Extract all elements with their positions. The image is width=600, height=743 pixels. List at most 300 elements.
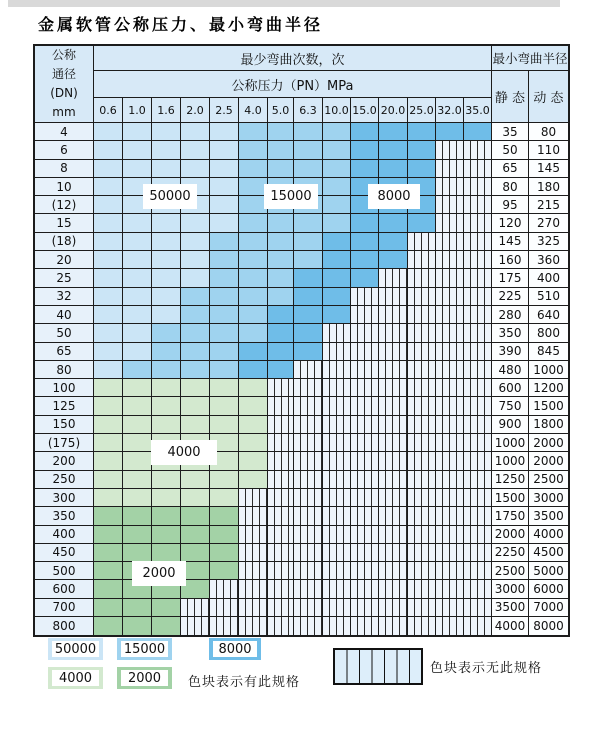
- dynamic-radius-cell-(18): 325: [529, 233, 568, 251]
- dn-cell-125: 125: [35, 397, 94, 415]
- cycles-cell-8-6.3-15000: [294, 160, 323, 178]
- cycles-cell-(18)-1.0-50000: [123, 233, 152, 251]
- cycles-cell-300-1.0-4000: [123, 489, 152, 507]
- dn-cell-50: 50: [35, 324, 94, 342]
- no-spec-cell-125-10.0: [323, 397, 351, 415]
- cycles-cell-32-10.0-8000: [323, 288, 351, 306]
- no-spec-cell-20-35.0: [464, 251, 492, 269]
- cycles-cell-15-0.6-50000: [94, 214, 123, 232]
- no-spec-cell-80-10.0: [323, 361, 351, 379]
- no-spec-cell-500-35.0: [464, 562, 492, 580]
- dynamic-radius-cell-400: 4000: [529, 526, 568, 544]
- cycles-cell-(18)-4.0-15000: [239, 233, 268, 251]
- no-spec-cell-600-10.0: [323, 580, 351, 598]
- cycles-cell-15-1.0-50000: [123, 214, 152, 232]
- no-spec-cell-300-5.0: [268, 489, 294, 507]
- static-radius-cell-15: 120: [492, 214, 529, 232]
- pn-tick-6.3: 6.3: [294, 98, 323, 123]
- no-spec-cell-32-32.0: [436, 288, 464, 306]
- no-spec-cell-(175)-6.3: [294, 434, 323, 452]
- no-spec-cell-600-15.0: [351, 580, 379, 598]
- cycles-cell-15-2.0-50000: [181, 214, 210, 232]
- dn-cell-10: 10: [35, 178, 94, 196]
- cycles-cell-4-6.3-15000: [294, 123, 323, 141]
- cycles-cell-65-2.5-15000: [210, 343, 239, 361]
- dynamic-radius-cell-80: 1000: [529, 361, 568, 379]
- no-spec-cell-80-32.0: [436, 361, 464, 379]
- no-spec-cell-300-10.0: [323, 489, 351, 507]
- dynamic-radius-cell-600: 6000: [529, 580, 568, 598]
- cycles-cell-350-0.6-2000: [94, 507, 123, 525]
- no-spec-cell-250-10.0: [323, 471, 351, 489]
- cycles-cell-20-4.0-15000: [239, 251, 268, 269]
- no-spec-cell-(175)-15.0: [351, 434, 379, 452]
- dynamic-radius-cell-65: 845: [529, 343, 568, 361]
- cycles-cell-15-25.0-8000: [408, 214, 436, 232]
- cycles-cell-100-2.5-4000: [210, 379, 239, 397]
- pn-tick-0.6: 0.6: [94, 98, 123, 123]
- cycles-cell-80-4.0-8000: [239, 361, 268, 379]
- dynamic-radius-cell-6: 110: [529, 141, 568, 159]
- pn-tick-5.0: 5.0: [268, 98, 294, 123]
- cycles-cell-40-4.0-15000: [239, 306, 268, 324]
- cycles-cell-20-2.5-15000: [210, 251, 239, 269]
- no-spec-cell-50-32.0: [436, 324, 464, 342]
- cycles-cell-4-1.6-50000: [152, 123, 181, 141]
- dn-cell-15: 15: [35, 214, 94, 232]
- zone-label-4000: 4000: [151, 440, 217, 465]
- top-gray-strip: [8, 0, 560, 7]
- cycles-cell-25-4.0-15000: [239, 269, 268, 287]
- no-spec-cell-250-25.0: [408, 471, 436, 489]
- cycles-cell-25-0.6-50000: [94, 269, 123, 287]
- dn-cell-32: 32: [35, 288, 94, 306]
- no-spec-cell-100-5.0: [268, 379, 294, 397]
- no-spec-cell-200-6.3: [294, 452, 323, 470]
- cycles-cell-150-2.5-4000: [210, 416, 239, 434]
- cycles-cell-6-20.0-8000: [379, 141, 408, 159]
- legend-chip-50000: [48, 638, 103, 660]
- cycles-cell-40-1.0-50000: [123, 306, 152, 324]
- static-radius-cell-6: 50: [492, 141, 529, 159]
- no-spec-cell-100-32.0: [436, 379, 464, 397]
- no-spec-cell-(18)-35.0: [464, 233, 492, 251]
- dn-cell-20: 20: [35, 251, 94, 269]
- no-spec-cell-150-32.0: [436, 416, 464, 434]
- cycles-cell-65-2.0-15000: [181, 343, 210, 361]
- cycles-cell-20-6.3-15000: [294, 251, 323, 269]
- cycles-cell-125-2.0-4000: [181, 397, 210, 415]
- no-spec-cell-800-5.0: [268, 617, 294, 635]
- no-spec-cell-300-4.0: [239, 489, 268, 507]
- no-spec-cell-6-35.0: [464, 141, 492, 159]
- cycles-cell-200-0.6-4000: [94, 452, 123, 470]
- no-spec-cell-80-15.0: [351, 361, 379, 379]
- dynamic-radius-cell-32: 510: [529, 288, 568, 306]
- no-spec-cell-350-4.0: [239, 507, 268, 525]
- dynamic-radius-cell-125: 1500: [529, 397, 568, 415]
- cycles-cell-80-1.6-15000: [152, 361, 181, 379]
- dynamic-radius-cell-500: 5000: [529, 562, 568, 580]
- no-spec-cell-450-35.0: [464, 544, 492, 562]
- no-spec-cell-200-5.0: [268, 452, 294, 470]
- cycles-cell-125-1.0-4000: [123, 397, 152, 415]
- no-spec-cell-200-32.0: [436, 452, 464, 470]
- cycles-cell-8-2.5-50000: [210, 160, 239, 178]
- pn-tick-2.5: 2.5: [210, 98, 239, 123]
- cycles-cell-150-4.0-4000: [239, 416, 268, 434]
- cycles-cell-4-20.0-8000: [379, 123, 408, 141]
- cycles-cell-6-1.0-50000: [123, 141, 152, 159]
- no-spec-cell-32-35.0: [464, 288, 492, 306]
- static-radius-cell-10: 80: [492, 178, 529, 196]
- cycles-cell-700-0.6-2000: [94, 599, 123, 617]
- cycles-cell-50-2.5-15000: [210, 324, 239, 342]
- cycles-cell-300-2.5-4000: [210, 489, 239, 507]
- no-spec-cell-600-25.0: [408, 580, 436, 598]
- static-radius-cell-(12): 95: [492, 196, 529, 214]
- cycles-cell-250-0.6-4000: [94, 471, 123, 489]
- static-radius-cell-500: 2500: [492, 562, 529, 580]
- cycles-cell-4-35.0-8000: [464, 123, 492, 141]
- no-spec-cell-600-32.0: [436, 580, 464, 598]
- cycles-cell-32-6.3-8000: [294, 288, 323, 306]
- static-radius-cell-400: 2000: [492, 526, 529, 544]
- dn-cell-8: 8: [35, 160, 94, 178]
- no-spec-cell-500-5.0: [268, 562, 294, 580]
- cycles-cell-65-5.0-8000: [268, 343, 294, 361]
- no-spec-cell-200-10.0: [323, 452, 351, 470]
- cycles-cell-4-15.0-8000: [351, 123, 379, 141]
- cycles-cell-25-2.0-50000: [181, 269, 210, 287]
- cycles-cell-(18)-2.0-50000: [181, 233, 210, 251]
- pn-tick-1.0: 1.0: [123, 98, 152, 123]
- no-spec-cell-700-35.0: [464, 599, 492, 617]
- cycles-cell-40-0.6-50000: [94, 306, 123, 324]
- no-spec-cell-25-20.0: [379, 269, 408, 287]
- cycles-cell-250-1.0-4000: [123, 471, 152, 489]
- static-radius-cell-(18): 145: [492, 233, 529, 251]
- no-spec-cell-400-20.0: [379, 526, 408, 544]
- dn-cell-6: 6: [35, 141, 94, 159]
- legend-no-spec-hatch-swatch: [333, 648, 423, 685]
- no-spec-cell-40-25.0: [408, 306, 436, 324]
- cycles-cell-250-4.0-4000: [239, 471, 268, 489]
- cycles-cell-10-0.6-50000: [94, 178, 123, 196]
- no-spec-cell-20-25.0: [408, 251, 436, 269]
- cycles-cell-32-5.0-15000: [268, 288, 294, 306]
- dynamic-radius-cell-350: 3500: [529, 507, 568, 525]
- dynamic-radius-cell-450: 4500: [529, 544, 568, 562]
- no-spec-cell-150-35.0: [464, 416, 492, 434]
- cycles-cell-15-1.6-50000: [152, 214, 181, 232]
- no-spec-cell-450-5.0: [268, 544, 294, 562]
- cycles-cell-65-4.0-8000: [239, 343, 268, 361]
- no-spec-cell-50-10.0: [323, 324, 351, 342]
- static-radius-cell-150: 900: [492, 416, 529, 434]
- no-spec-cell-50-25.0: [408, 324, 436, 342]
- cycles-cell-32-1.0-50000: [123, 288, 152, 306]
- no-spec-cell-450-20.0: [379, 544, 408, 562]
- cycles-cell-15-2.5-50000: [210, 214, 239, 232]
- cycles-cell-80-2.5-15000: [210, 361, 239, 379]
- no-spec-cell-350-6.3: [294, 507, 323, 525]
- no-spec-cell-80-25.0: [408, 361, 436, 379]
- cycles-cell-32-2.0-15000: [181, 288, 210, 306]
- static-radius-cell-40: 280: [492, 306, 529, 324]
- cycles-cell-40-2.0-15000: [181, 306, 210, 324]
- dn-cell-600: 600: [35, 580, 94, 598]
- cycles-cell-8-15.0-8000: [351, 160, 379, 178]
- dynamic-radius-cell-200: 2000: [529, 452, 568, 470]
- nominal-pressure-header: 公称压力（PN）MPa: [94, 71, 492, 98]
- cycles-cell-50-2.0-15000: [181, 324, 210, 342]
- no-spec-cell-700-32.0: [436, 599, 464, 617]
- zone-label-8000: 8000: [368, 184, 420, 209]
- cycles-cell-(18)-2.5-15000: [210, 233, 239, 251]
- no-spec-cell-300-32.0: [436, 489, 464, 507]
- no-spec-cell-8-32.0: [436, 160, 464, 178]
- no-spec-cell-400-32.0: [436, 526, 464, 544]
- legend-chip-value-15000: 15000: [121, 641, 168, 657]
- cycles-cell-40-5.0-8000: [268, 306, 294, 324]
- dynamic-column-header: 动 态: [529, 71, 568, 123]
- static-radius-cell-65: 390: [492, 343, 529, 361]
- dn-cell-25: 25: [35, 269, 94, 287]
- dynamic-radius-cell-50: 800: [529, 324, 568, 342]
- cycles-cell-4-0.6-50000: [94, 123, 123, 141]
- pn-tick-10.0: 10.0: [323, 98, 351, 123]
- cycles-cell-20-15.0-8000: [351, 251, 379, 269]
- cycles-cell-800-0.6-2000: [94, 617, 123, 635]
- no-spec-cell-800-2.0: [181, 617, 210, 635]
- cycles-cell-150-0.6-4000: [94, 416, 123, 434]
- static-radius-cell-80: 480: [492, 361, 529, 379]
- cycles-cell-(18)-6.3-15000: [294, 233, 323, 251]
- no-spec-cell-500-32.0: [436, 562, 464, 580]
- cycles-cell-800-1.6-2000: [152, 617, 181, 635]
- no-spec-cell-150-25.0: [408, 416, 436, 434]
- no-spec-cell-800-32.0: [436, 617, 464, 635]
- cycles-cell-150-1.0-4000: [123, 416, 152, 434]
- cycles-cell-100-1.6-4000: [152, 379, 181, 397]
- cycles-cell-125-1.6-4000: [152, 397, 181, 415]
- no-spec-cell-600-6.3: [294, 580, 323, 598]
- no-spec-cell-125-5.0: [268, 397, 294, 415]
- no-spec-cell-350-10.0: [323, 507, 351, 525]
- cycles-cell-25-10.0-8000: [323, 269, 351, 287]
- no-spec-cell-250-20.0: [379, 471, 408, 489]
- no-spec-cell-350-25.0: [408, 507, 436, 525]
- cycles-cell-50-0.6-50000: [94, 324, 123, 342]
- zone-label-50000: 50000: [143, 184, 197, 209]
- cycles-cell-6-5.0-15000: [268, 141, 294, 159]
- dynamic-radius-cell-25: 400: [529, 269, 568, 287]
- cycles-cell-40-6.3-8000: [294, 306, 323, 324]
- cycles-cell-(18)-0.6-50000: [94, 233, 123, 251]
- no-spec-cell-125-20.0: [379, 397, 408, 415]
- static-radius-cell-250: 1250: [492, 471, 529, 489]
- no-spec-cell-40-35.0: [464, 306, 492, 324]
- cycles-cell-15-6.3-15000: [294, 214, 323, 232]
- cycles-cell-600-0.6-2000: [94, 580, 123, 598]
- no-spec-cell-65-35.0: [464, 343, 492, 361]
- pn-tick-32.0: 32.0: [436, 98, 464, 123]
- cycles-cell-4-2.5-50000: [210, 123, 239, 141]
- cycles-cell-6-25.0-8000: [408, 141, 436, 159]
- static-radius-cell-600: 3000: [492, 580, 529, 598]
- static-radius-cell-50: 350: [492, 324, 529, 342]
- cycles-cell-4-4.0-15000: [239, 123, 268, 141]
- cycles-cell-80-5.0-8000: [268, 361, 294, 379]
- cycles-cell-350-1.6-2000: [152, 507, 181, 525]
- cycles-cell-(18)-15.0-8000: [351, 233, 379, 251]
- cycles-cell-6-0.6-50000: [94, 141, 123, 159]
- no-spec-cell-200-20.0: [379, 452, 408, 470]
- no-spec-cell-250-32.0: [436, 471, 464, 489]
- cycles-cell-15-20.0-8000: [379, 214, 408, 232]
- cycles-cell-100-1.0-4000: [123, 379, 152, 397]
- pn-tick-4.0: 4.0: [239, 98, 268, 123]
- cycles-cell-150-1.6-4000: [152, 416, 181, 434]
- no-spec-cell-100-25.0: [408, 379, 436, 397]
- cycles-cell-500-0.6-2000: [94, 562, 123, 580]
- no-spec-cell-700-25.0: [408, 599, 436, 617]
- no-spec-cell-500-4.0: [239, 562, 268, 580]
- dn-cell-150: 150: [35, 416, 94, 434]
- no-spec-cell-800-4.0: [239, 617, 268, 635]
- no-spec-cell-80-20.0: [379, 361, 408, 379]
- cycles-cell-(175)-0.6-4000: [94, 434, 123, 452]
- pn-tick-35.0: 35.0: [464, 98, 492, 123]
- no-spec-cell-(12)-32.0: [436, 196, 464, 214]
- cycles-cell-50-1.0-50000: [123, 324, 152, 342]
- dynamic-radius-cell-800: 8000: [529, 617, 568, 635]
- cycles-cell-4-2.0-50000: [181, 123, 210, 141]
- no-spec-cell-125-15.0: [351, 397, 379, 415]
- no-spec-cell-350-20.0: [379, 507, 408, 525]
- cycles-cell-450-1.0-2000: [123, 544, 152, 562]
- no-spec-cell-(175)-10.0: [323, 434, 351, 452]
- no-spec-cell-450-4.0: [239, 544, 268, 562]
- dn-cell-80: 80: [35, 361, 94, 379]
- cycles-cell-25-2.5-15000: [210, 269, 239, 287]
- no-spec-cell-50-35.0: [464, 324, 492, 342]
- dn-cell-300: 300: [35, 489, 94, 507]
- legend-no-spec-text: 色块表示无此规格: [430, 661, 543, 676]
- no-spec-cell-600-35.0: [464, 580, 492, 598]
- cycles-cell-125-4.0-4000: [239, 397, 268, 415]
- cycles-cell-150-2.0-4000: [181, 416, 210, 434]
- no-spec-cell-400-10.0: [323, 526, 351, 544]
- no-spec-cell-(18)-25.0: [408, 233, 436, 251]
- cycles-cell-100-0.6-4000: [94, 379, 123, 397]
- cycles-cell-700-1.0-2000: [123, 599, 152, 617]
- pn-tick-2.0: 2.0: [181, 98, 210, 123]
- no-spec-cell-125-6.3: [294, 397, 323, 415]
- no-spec-cell-200-35.0: [464, 452, 492, 470]
- no-spec-cell-350-32.0: [436, 507, 464, 525]
- dn-cell-700: 700: [35, 599, 94, 617]
- static-radius-cell-300: 1500: [492, 489, 529, 507]
- no-spec-cell-80-35.0: [464, 361, 492, 379]
- cycles-cell-50-1.6-15000: [152, 324, 181, 342]
- no-spec-cell-10-32.0: [436, 178, 464, 196]
- no-spec-cell-(12)-35.0: [464, 196, 492, 214]
- cycles-cell-8-1.0-50000: [123, 160, 152, 178]
- cycles-cell-20-1.0-50000: [123, 251, 152, 269]
- legend-chip-value-2000: 2000: [121, 670, 168, 686]
- cycles-cell-700-1.6-2000: [152, 599, 181, 617]
- no-spec-cell-250-6.3: [294, 471, 323, 489]
- no-spec-cell-50-15.0: [351, 324, 379, 342]
- cycles-cell-8-5.0-15000: [268, 160, 294, 178]
- no-spec-cell-350-35.0: [464, 507, 492, 525]
- static-radius-cell-20: 160: [492, 251, 529, 269]
- legend-chip-value-8000: 8000: [213, 641, 257, 657]
- no-spec-cell-700-10.0: [323, 599, 351, 617]
- no-spec-cell-(175)-5.0: [268, 434, 294, 452]
- no-spec-cell-80-6.3: [294, 361, 323, 379]
- no-spec-cell-65-20.0: [379, 343, 408, 361]
- cycles-cell-15-10.0-15000: [323, 214, 351, 232]
- no-spec-cell-600-5.0: [268, 580, 294, 598]
- no-spec-cell-8-35.0: [464, 160, 492, 178]
- zone-label-2000: 2000: [132, 561, 186, 586]
- dynamic-radius-cell-300: 3000: [529, 489, 568, 507]
- no-spec-cell-150-20.0: [379, 416, 408, 434]
- cycles-cell-50-4.0-15000: [239, 324, 268, 342]
- page-title: 金属软管公称压力、最小弯曲半径: [38, 15, 324, 34]
- cycles-cell-6-15.0-8000: [351, 141, 379, 159]
- cycles-cell-450-1.6-2000: [152, 544, 181, 562]
- cycles-cell-10-10.0-15000: [323, 178, 351, 196]
- dynamic-radius-cell-20: 360: [529, 251, 568, 269]
- no-spec-cell-350-5.0: [268, 507, 294, 525]
- no-spec-cell-32-15.0: [351, 288, 379, 306]
- static-radius-cell-(175): 1000: [492, 434, 529, 452]
- cycles-cell-(18)-20.0-8000: [379, 233, 408, 251]
- no-spec-cell-600-2.5: [210, 580, 239, 598]
- no-spec-cell-100-35.0: [464, 379, 492, 397]
- dn-cell-500: 500: [35, 562, 94, 580]
- cycles-cell-(175)-4.0-4000: [239, 434, 268, 452]
- no-spec-cell-6-32.0: [436, 141, 464, 159]
- no-spec-cell-500-10.0: [323, 562, 351, 580]
- no-spec-cell-700-6.3: [294, 599, 323, 617]
- cycles-cell-8-25.0-8000: [408, 160, 436, 178]
- no-spec-cell-400-35.0: [464, 526, 492, 544]
- static-radius-cell-125: 750: [492, 397, 529, 415]
- static-radius-cell-800: 4000: [492, 617, 529, 635]
- cycles-cell-15-4.0-15000: [239, 214, 268, 232]
- no-spec-cell-800-25.0: [408, 617, 436, 635]
- no-spec-cell-500-20.0: [379, 562, 408, 580]
- no-spec-cell-300-20.0: [379, 489, 408, 507]
- no-spec-cell-50-20.0: [379, 324, 408, 342]
- no-spec-cell-300-6.3: [294, 489, 323, 507]
- no-spec-cell-800-15.0: [351, 617, 379, 635]
- no-spec-cell-600-20.0: [379, 580, 408, 598]
- cycles-cell-50-6.3-8000: [294, 324, 323, 342]
- cycles-cell-(175)-1.0-4000: [123, 434, 152, 452]
- no-spec-cell-700-5.0: [268, 599, 294, 617]
- cycles-cell-25-6.3-8000: [294, 269, 323, 287]
- cycles-cell-8-2.0-50000: [181, 160, 210, 178]
- bend-cycles-group-header: 最少弯曲次数，次: [94, 46, 492, 71]
- dynamic-radius-cell-8: 145: [529, 160, 568, 178]
- cycles-cell-8-20.0-8000: [379, 160, 408, 178]
